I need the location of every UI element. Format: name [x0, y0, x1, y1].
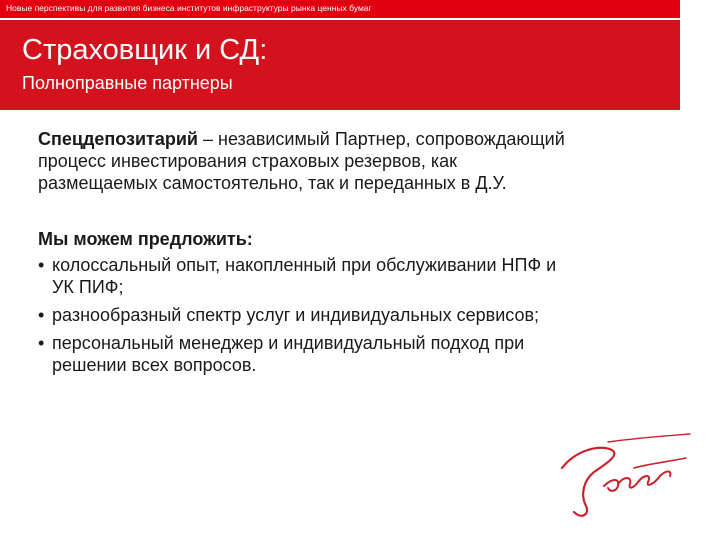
bullet-icon: • [38, 305, 45, 325]
list-item-line: разнообразный спектр услуг и индивидуальных сервисов; [52, 305, 540, 325]
slide-subtitle: Полноправные партнеры [22, 73, 233, 93]
offer-heading: Мы можем предложить: [38, 229, 253, 249]
list-item [38, 332, 698, 376]
title-banner [0, 20, 680, 110]
top-strip [0, 0, 680, 18]
bullet-icon: • [38, 333, 45, 353]
tagline: Новые перспективы для развития бизнеса институтов инфраструктуры рынка ценных бумаг [6, 3, 372, 13]
signature-icon [548, 428, 698, 528]
intro-term: Спецдепозитарий [38, 129, 198, 149]
list-item [38, 254, 698, 298]
list-item [38, 304, 698, 326]
offer-section [38, 228, 698, 376]
benefit-list [38, 254, 698, 376]
intro-line: процесс инвестирования страховых резервов, как [38, 151, 458, 171]
intro-paragraph [38, 128, 698, 194]
intro-text: – независимый Партнер, сопровождающий [197, 129, 565, 149]
list-item-line: решении всех вопросов. [52, 355, 257, 375]
bullet-icon: • [38, 255, 45, 275]
intro-line: размещаемых самостоятельно, так и переданных в Д.У. [38, 173, 507, 193]
slide-title: Страховщик и СД: [22, 34, 268, 66]
list-item-line: персональный менеджер и индивидуальный подход при [52, 333, 525, 353]
slide-content [38, 128, 698, 382]
intro-line [38, 128, 698, 150]
list-item-line: колоссальный опыт, накопленный при обслуживании НПФ и [52, 255, 557, 275]
list-item-line: УК ПИФ; [52, 277, 124, 297]
